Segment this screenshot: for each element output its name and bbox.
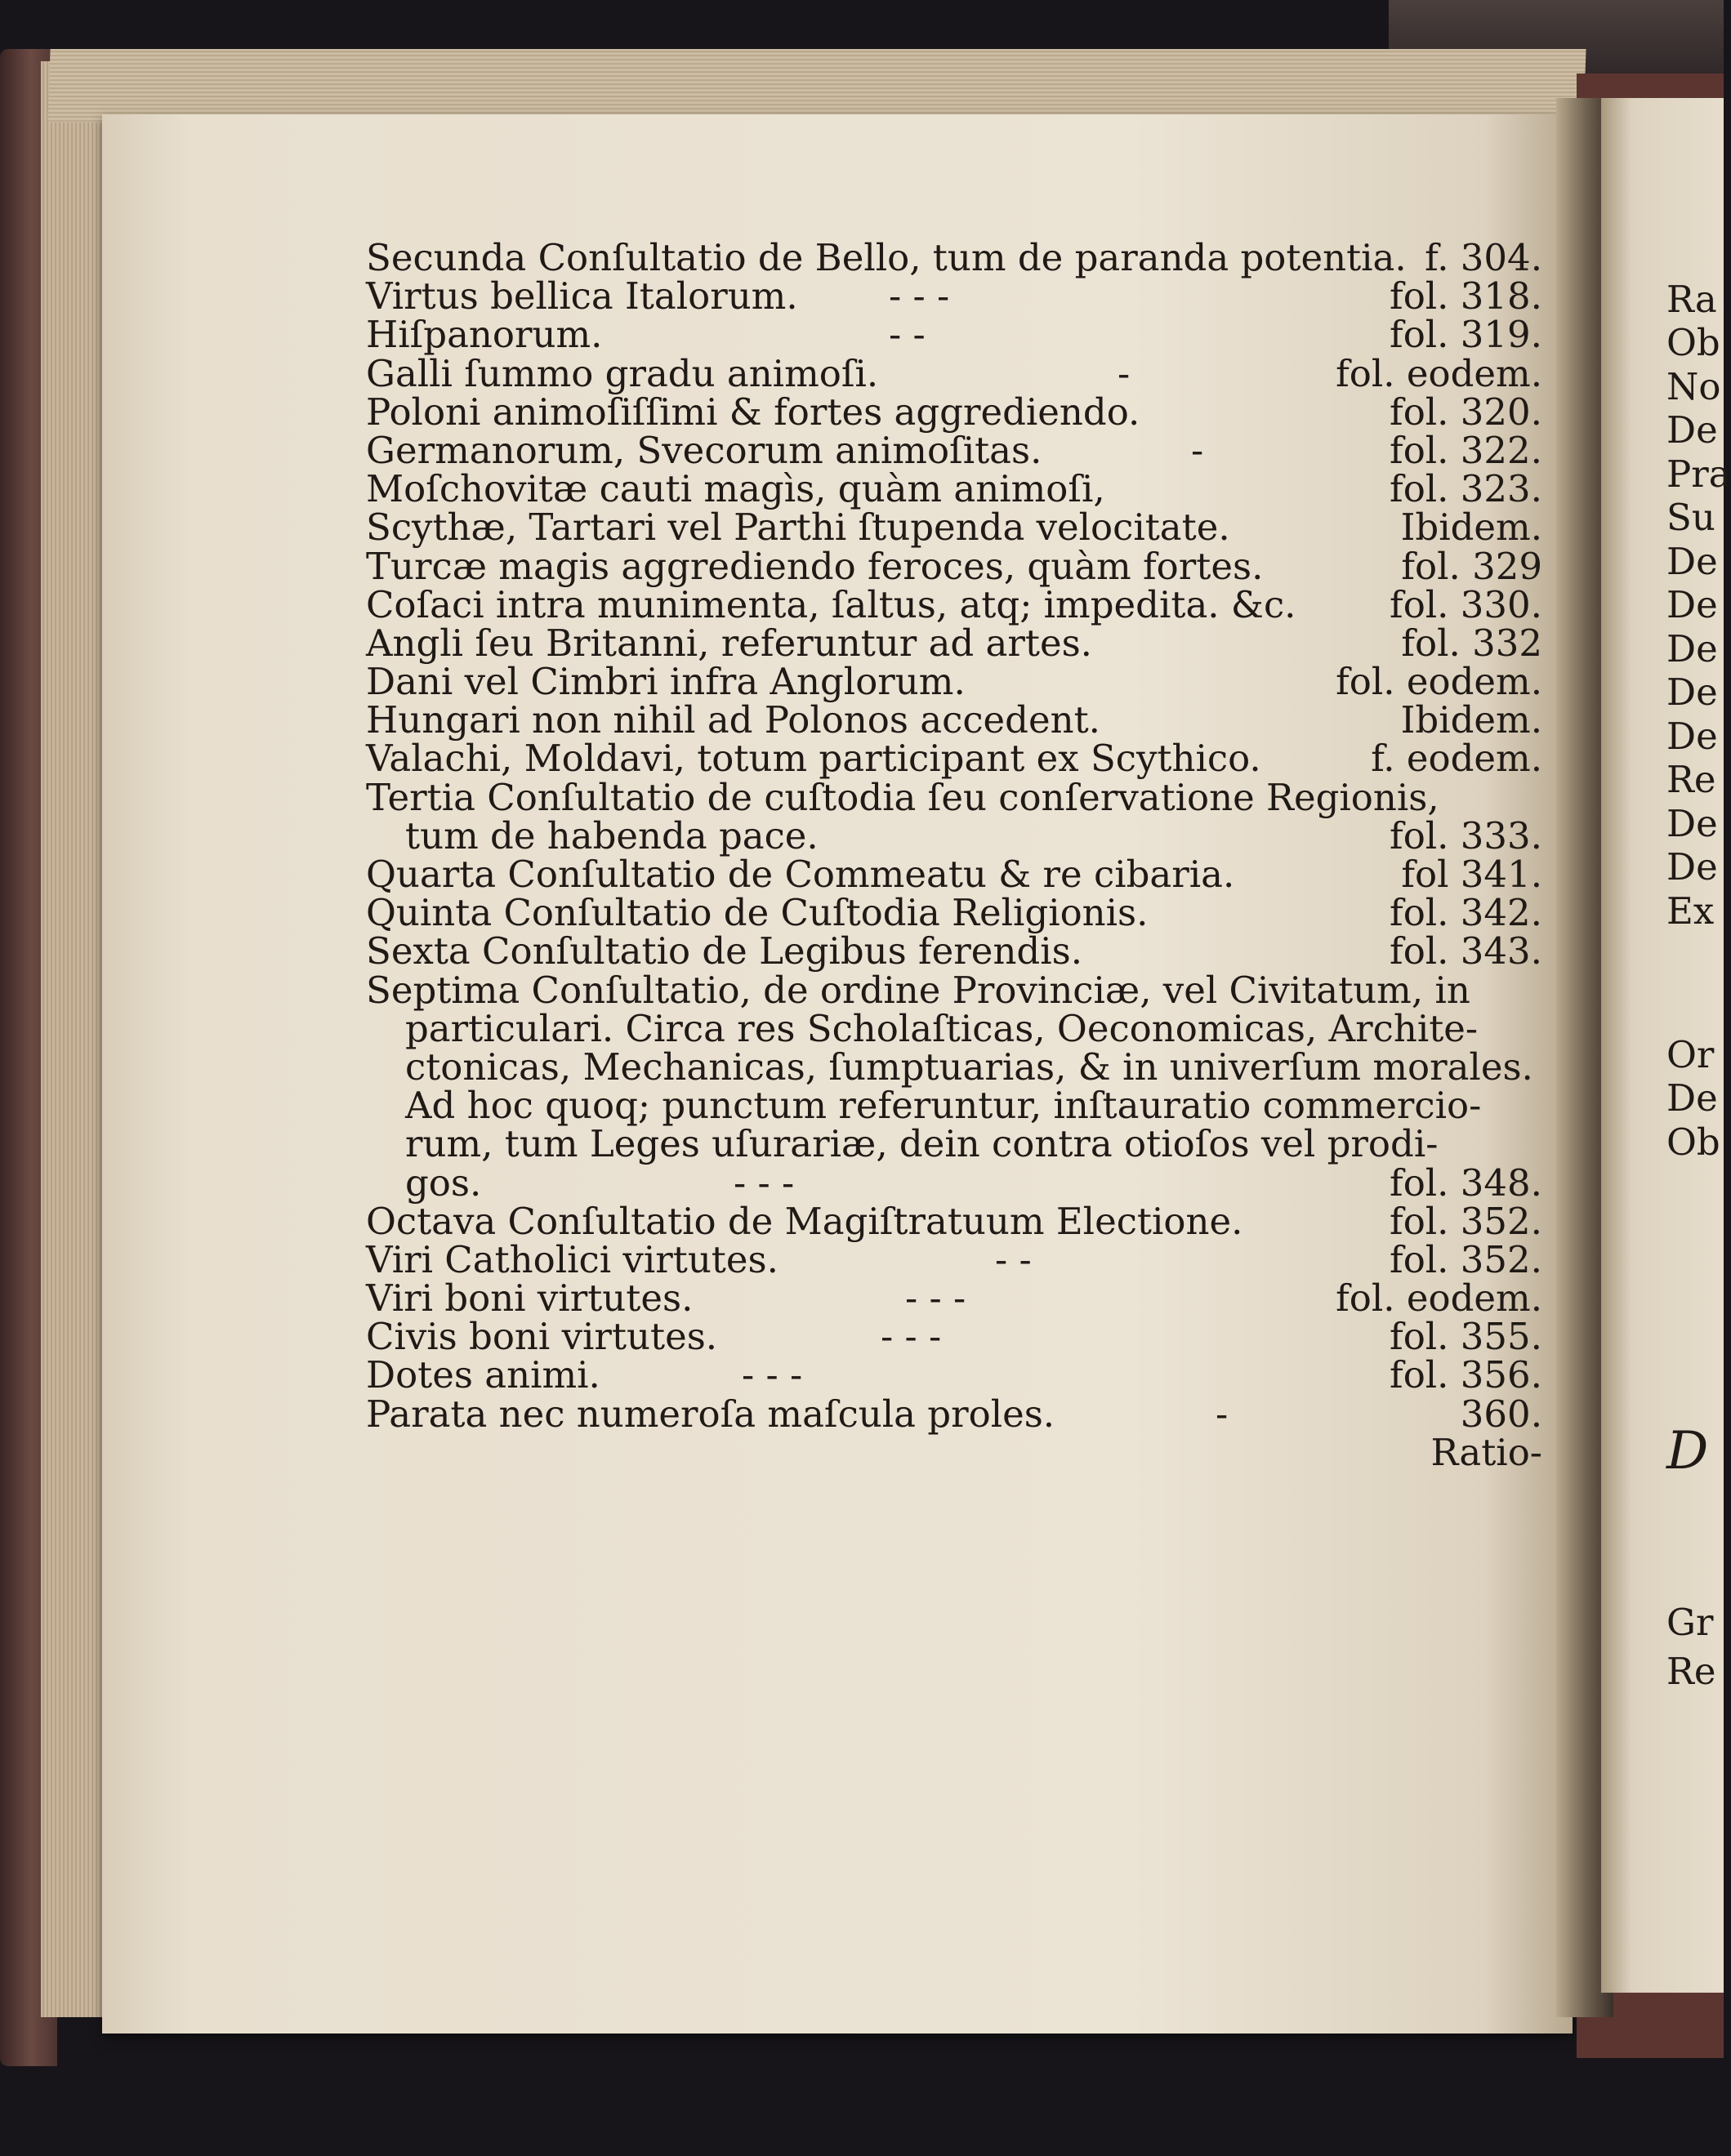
index-entry: [366, 1392, 1542, 1436]
entry-text: Viri boni virtutes.: [366, 1276, 694, 1321]
entry-text: particulari. Circa res Scholaſticas, Oeconomicas, Archite-: [405, 1006, 1479, 1050]
entry-text: Viri Catholici virtutes.: [366, 1237, 779, 1281]
entry-page-ref: fol 341.: [1401, 853, 1542, 896]
entry-page-ref: fol. eodem.: [1336, 1276, 1542, 1321]
entry-text: Germanorum, Svecorum animoſitas.: [366, 428, 1042, 472]
index-entry: [366, 1122, 1542, 1166]
entry-page-ref: fol. 352.: [1390, 1199, 1542, 1243]
entry-page-ref: fol. 333.: [1390, 813, 1542, 858]
index-entry: [366, 506, 1542, 550]
index-entry: [366, 813, 1542, 858]
entry-text: Hungari non nihil ad Polonos accedent.: [366, 698, 1100, 742]
entry-text: Secunda Conſultatio de Bello, tum de paranda potentia.: [366, 236, 1407, 279]
entry-text: Coſaci intra munimenta, ſaltus, atq; impedita. &c.: [366, 582, 1296, 626]
index-entry: [366, 467, 1542, 511]
entry-text: Parata nec numeroſa maſcula proles.: [366, 1392, 1055, 1436]
right-fragment: De: [1666, 627, 1718, 670]
right-fragment: Ex: [1666, 889, 1715, 933]
entry-text: Turcæ magis aggrediendo feroces, quàm fortes.: [366, 544, 1264, 588]
entry-page-ref: fol. 330.: [1390, 582, 1542, 626]
entry-page-ref: 360.: [1460, 1392, 1542, 1436]
index-entry: [366, 1084, 1542, 1128]
entry-text: Virtus bellica Italorum.: [366, 274, 798, 318]
right-fragment: Or: [1666, 1033, 1715, 1076]
entry-text: Tertia Conſultatio de cuſtodia ſeu conſervatione Regionis,: [366, 775, 1439, 819]
entry-page-ref: fol. 319.: [1390, 313, 1542, 357]
entry-text: Poloni animoſiſſimi & fortes aggrediendo.: [366, 390, 1140, 434]
page-edges-top: [47, 49, 1586, 122]
entry-text: Dotes animi.: [366, 1353, 600, 1397]
index-entry: [366, 351, 1542, 395]
index-entry: [366, 1006, 1542, 1050]
index-entry: [366, 660, 1542, 704]
index-entry: [366, 737, 1542, 781]
entry-leader-dashes: - - -: [881, 1315, 942, 1359]
entry-page-ref: fol. 332: [1401, 621, 1542, 665]
index-entry: [366, 775, 1542, 819]
entry-leader-dashes: - - -: [905, 1276, 966, 1321]
index-entry: [366, 1315, 1542, 1359]
catchword: Ratio-: [1430, 1430, 1542, 1474]
entry-page-ref: fol. 329: [1401, 544, 1542, 588]
entry-page-ref: Ibidem.: [1400, 506, 1542, 550]
index-entry: [366, 428, 1542, 472]
entry-text: Hiſpanorum.: [366, 313, 603, 357]
entry-text: ctonicas, Mechanicas, ſumptuarias, & in univerſum morales.: [405, 1045, 1533, 1089]
entry-leader-dashes: - - -: [889, 274, 950, 318]
index-entry: [366, 891, 1542, 935]
right-fragment: Ob: [1666, 1120, 1720, 1164]
entry-text: Ad hoc quoq; punctum referuntur, inſtauratio commercio-: [405, 1084, 1482, 1128]
right-fragment: De: [1666, 715, 1718, 758]
index-entry: [366, 853, 1542, 896]
entry-leader-dashes: - -: [889, 313, 926, 357]
entry-page-ref: fol. eodem.: [1336, 660, 1542, 704]
index-entry: [366, 390, 1542, 434]
right-fragment: Ob: [1666, 321, 1720, 364]
right-fragment: Re: [1666, 1650, 1716, 1693]
right-fragment: De: [1666, 845, 1718, 889]
entry-page-ref: fol. 342.: [1390, 891, 1542, 935]
right-fragment: De: [1666, 540, 1718, 583]
entry-text: Galli ſummo gradu animoſi.: [366, 351, 879, 395]
right-fragment: Ra: [1666, 278, 1717, 321]
entry-page-ref: fol. eodem.: [1336, 351, 1542, 395]
entry-text: Octava Conſultatio de Magiſtratuum Electione.: [366, 1199, 1243, 1243]
entry-page-ref: fol. 323.: [1390, 467, 1542, 511]
entry-text: Septima Conſultatio, de ordine Provinciæ, vel Civitatum, in: [366, 968, 1470, 1012]
entry-text: Dani vel Cimbri infra Anglorum.: [366, 660, 966, 704]
index-entry: [366, 544, 1542, 588]
entry-page-ref: fol. 343.: [1390, 929, 1542, 973]
index-entry: [366, 698, 1542, 742]
index-entry: [366, 1276, 1542, 1321]
entry-leader-dashes: -: [1191, 428, 1204, 472]
entry-page-ref: fol. 352.: [1390, 1237, 1542, 1281]
entry-text: Sexta Conſultatio de Legibus ferendis.: [366, 929, 1083, 973]
index-entry: [366, 582, 1542, 626]
entry-text: Angli ſeu Britanni, referuntur ad artes.: [366, 621, 1092, 665]
entry-text: Scythæ, Tartari vel Parthi ſtupenda velocitate.: [366, 506, 1230, 550]
entry-leader-dashes: - - -: [734, 1160, 795, 1205]
index-entry: [366, 1160, 1542, 1205]
index-entry: [366, 621, 1542, 665]
entry-text: tum de habenda pace.: [405, 813, 819, 858]
right-fragment: Su: [1666, 496, 1715, 539]
right-fragment: Re: [1666, 758, 1716, 801]
index-entry: [366, 274, 1542, 318]
index-entry: [366, 1199, 1542, 1243]
right-fragment: Gr: [1666, 1601, 1714, 1644]
entry-text: Moſchovitæ cauti magìs, quàm animoſi,: [366, 467, 1105, 511]
entry-page-ref: fol. 322.: [1390, 428, 1542, 472]
index-entry: [366, 968, 1542, 1012]
index-list: [366, 238, 1542, 1472]
index-entry: [366, 1045, 1542, 1089]
index-entry: [366, 1353, 1542, 1397]
entry-leader-dashes: - - -: [742, 1353, 803, 1397]
entry-text: gos.: [405, 1160, 482, 1205]
index-entry: [366, 313, 1542, 357]
right-fragment: De: [1666, 802, 1718, 845]
page-edges-left: [41, 61, 106, 2017]
right-fragment: Pra: [1666, 452, 1731, 496]
entry-page-ref: fol. 348.: [1390, 1160, 1542, 1205]
entry-text: Quarta Conſultatio de Commeatu & re cibaria.: [366, 853, 1235, 896]
entry-leader-dashes: -: [1216, 1392, 1229, 1436]
entry-page-ref: f. 304.: [1425, 236, 1542, 279]
entry-page-ref: f. eodem.: [1371, 737, 1542, 781]
entry-text: rum, tum Leges uſurariæ, dein contra otioſos vel prodi-: [405, 1122, 1439, 1166]
index-entry: [366, 1237, 1542, 1281]
right-fragment: De: [1666, 408, 1718, 452]
entry-text: Valachi, Moldavi, totum participant ex Scythico.: [366, 737, 1261, 781]
entry-text: Civis boni virtutes.: [366, 1315, 718, 1359]
entry-page-ref: fol. 320.: [1390, 390, 1542, 434]
entry-leader-dashes: -: [1118, 351, 1131, 395]
right-fragment: No: [1666, 365, 1721, 408]
catchword-line: [366, 1430, 1542, 1474]
entry-leader-dashes: - -: [995, 1237, 1032, 1281]
entry-page-ref: fol. 355.: [1390, 1315, 1542, 1359]
entry-page-ref: fol. 356.: [1390, 1353, 1542, 1397]
right-fragment: De: [1666, 1076, 1718, 1120]
index-entry: [366, 929, 1542, 973]
right-fragment: De: [1666, 670, 1718, 714]
right-fragment: D: [1666, 1421, 1709, 1481]
right-fragment: De: [1666, 583, 1718, 626]
entry-page-ref: fol. 318.: [1390, 274, 1542, 318]
index-entry: [366, 238, 1542, 277]
entry-page-ref: Ibidem.: [1400, 698, 1542, 742]
entry-text: Quinta Conſultatio de Cuſtodia Religionis.: [366, 891, 1149, 935]
